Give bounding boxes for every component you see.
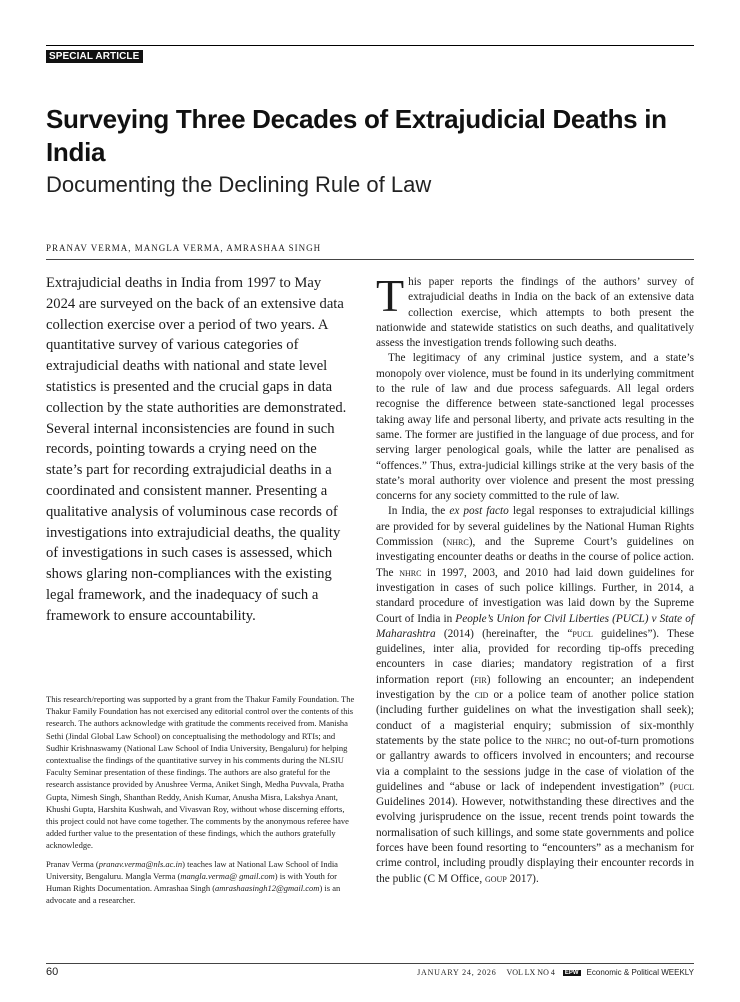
author-email-2: mangla.verma@ gmail.com bbox=[180, 870, 275, 881]
issue-volume: VOL LX NO 4 bbox=[506, 968, 555, 977]
body-paragraph-3: In India, the ex post facto legal responses to extrajudicial killings are provided for by several guidelines by the National Human Rights Commission (nhrc), and the Supreme Court’s guidelines on investigating encounter deaths or deaths in the course of police action. The nhrc in 1997, 2003, and 2010 had laid down guidelines for investigation in cases of such police killings. Further, in 2014, a standard procedure of investigation was laid down by the Supreme Court of India in People’s Union for Civil Liberties (PUCL) v State of Maharashtra (2014) (hereinafter, the “pucl guidelines”). These guidelines, inter alia, provided for recording tip-offs preceding encounters in case diaries; mandatory registration of a first information report (fir) following an encounter; an independent investigation by the cid or a police team of another police station (including further guidelines on what the investigation shall seek); conduct of a magisterial enquiry; submission of six-monthly statements by the state police to the nhrc; no out-of-turn promotions or gallantry awards to officers involved in encounters; and recourse via a complaint to the sessions judge in the case of violation of the guidelines and “abuse or lack of independent investigation” (pucl Guidelines 2014). However, notwithstanding these directives and the evolving jurisprudence on the issue, recent trends point towards the normalisation of such killings, and some state governments and police forces have been found resorting to “encounters” as a mechanism for crime control, including proudly displaying their encounter records in the public (C M Office, goup 2017). bbox=[376, 505, 695, 885]
acknowledgement-text: This research/reporting was supported by a grant from the Thakur Family Foundation. The Thakur Family Foundation has not exercised any editorial control over the contents of this research. The authors acknowledge with gratitude the comments received from. Manisha Sethi (Jindal Global Law School) on conceptualising the methodology and RTIs; and Sudhir Krishnaswamy (National Law School of India University, Bengaluru) for helping contextualise the findings of the quantitative survey in his comments during the NLSIU Faculty Seminar presentation of these findings. The authors are also grateful for the research assistance provided by Anushree Verma, Aniket Singh, Medha Puvvala, Pratha Gupta, Nimesh Singh, Shanthan Reddy, Anish Kumar, Anusha Misra, Lakshya Anant, Khushi Gupta, Harshita Kushwah, and Vivasvan Roy, without whose discerning efforts, this project could not have come together. The comments by the anonymous referee have added further value to the presentation of these findings, which the authors gratefully acknowledge. bbox=[46, 694, 355, 851]
drop-cap: T bbox=[376, 270, 405, 321]
body-paragraph-2: The legitimacy of any criminal justice system, and a state’s monopoly over violence, must be found in its underlying commitment to the rule of law and due process safeguards. All legal orders recognise the difference between state-sanctioned legal processes taking away life and personal liberty, and private acts resulting in the same. The former are justified in the language of due process, and for serving larger penological goals, while the latter are penalised as “offences.” Thus, extra-judicial killings strike at the very basis of the state’s moral authority over violence and present the most pressing concerns for any society committed to the rule of law. bbox=[376, 352, 694, 503]
epw-logo: EPW bbox=[564, 970, 579, 976]
journal-footer bbox=[417, 968, 694, 977]
article-title: Surveying Three Decades of Extrajudicial Deaths in India bbox=[46, 104, 667, 167]
article-subtitle: Documenting the Declining Rule of Law bbox=[46, 172, 432, 197]
author-email-3: amrashaasingh12@gmail.com bbox=[215, 883, 320, 894]
journal-name: Economic & Political WEEKLY bbox=[586, 968, 694, 977]
acknowledgement-block bbox=[46, 693, 358, 906]
body-paragraph-1: This paper reports the findings of the authors’ survey of extrajudicial deaths in India on the back of an extensive data collection exercise, which attempts to both present the nationwide and statewide statistics on such deaths, and qualitatively assess the investigation trends following such deaths. bbox=[376, 270, 694, 350]
body-column bbox=[376, 270, 695, 887]
author-notes: Pranav Verma (pranav.verma@nls.ac.in) teaches law at National Law School of India University, Bengaluru. Mangla Verma (mangla.verma@ gmail.com) is with Youth for Human Rights Documentation. Amrashaa Singh (amrashaasingh12@gmail.com) is an advocate and a researcher. bbox=[46, 858, 341, 906]
byline-rule bbox=[46, 259, 694, 260]
footer-rule bbox=[46, 963, 694, 964]
abstract bbox=[46, 273, 354, 627]
page-number: 60 bbox=[46, 966, 59, 978]
author-byline: PRANAV VERMA, MANGLA VERMA, AMRASHAA SINGH bbox=[46, 243, 322, 253]
author-email-1: pranav.verma@nls.ac.in bbox=[98, 858, 183, 869]
section-label: SPECIAL ARTICLE bbox=[46, 50, 143, 63]
case-citation: People’s Union for Civil Liberties (PUCL) v State of Maharashtra bbox=[376, 612, 694, 640]
issue-date: JANUARY 24, 2026 bbox=[417, 968, 497, 977]
section-label-bar bbox=[46, 45, 694, 60]
abstract-text: Extrajudicial deaths in India from 1997 to May 2024 are surveyed on the back of an extensive data collection exercise over a period of two years. A quantitative survey of various categories of extrajudicial deaths with national and state level statistics is presented and the crucial gaps in data collection by the state authorities are demonstrated. Several internal inconsistencies are found in such records, pointing towards a crying need on the state’s part for recording extrajudicial deaths in a coordinated and consistent manner. Presenting a qualitative analysis of voluminous case records of investigations into extrajudicial deaths, the quality of investigations in such cases is assessed, which shows glaring non-compliances with the existing legal framework, and the inadequacy of such a framework to ensure accountability. bbox=[46, 275, 347, 624]
